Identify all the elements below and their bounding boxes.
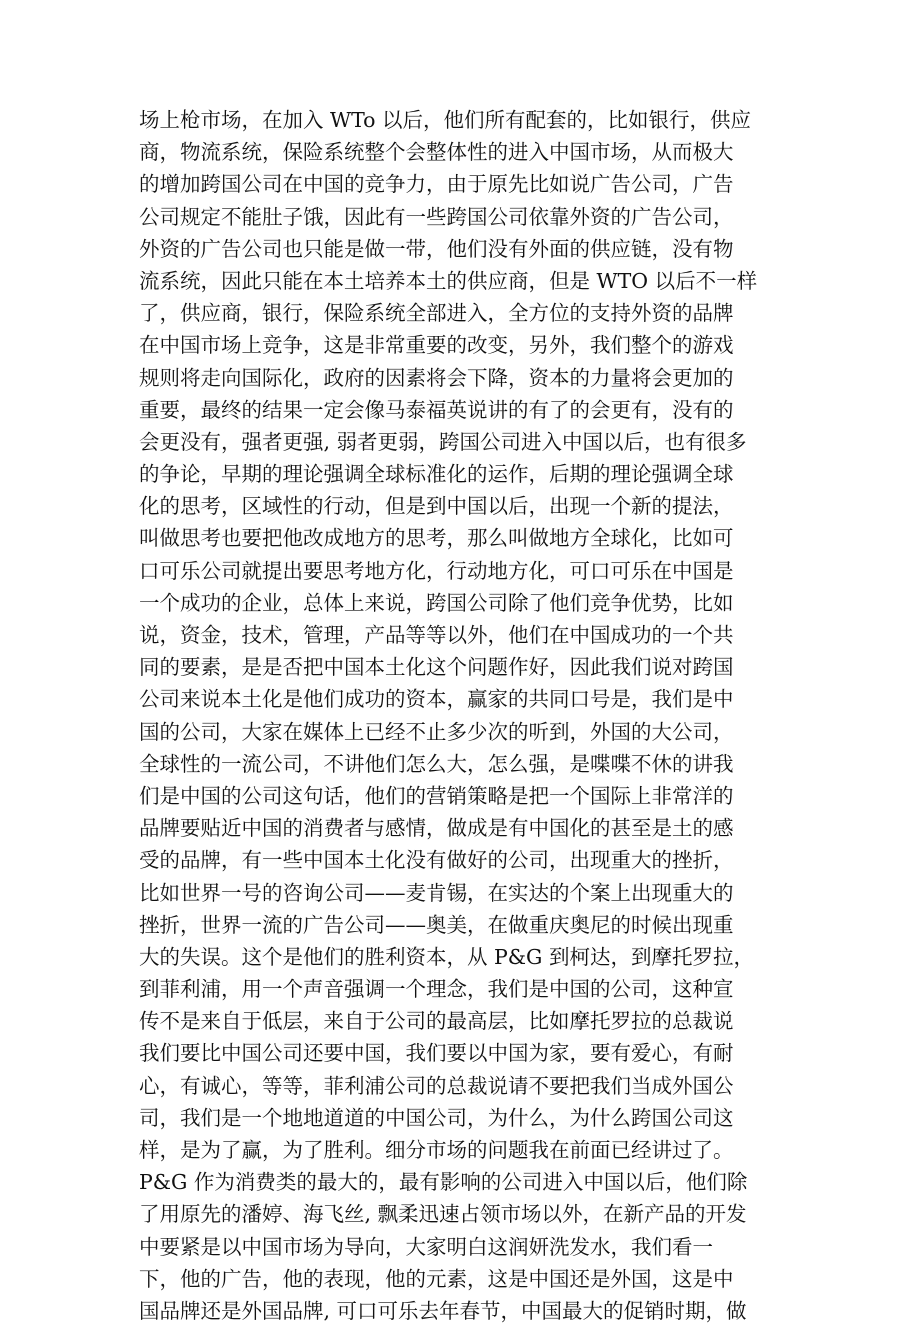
text-line: 公司规定不能肚子饿，因此有一些跨国公司依靠外资的广告公司， [139, 204, 734, 229]
text-line: 国的公司，大家在媒体上已经不止多少次的听到，外国的大公司， [139, 719, 734, 744]
text-line: 化的思考，区域性的行动，但是到中国以后，出现一个新的提法， [139, 494, 734, 519]
text-line: 商，物流系统，保险系统整个会整体性的进入中国市场，从而极大 [139, 140, 734, 165]
text-line: 传不是来自于低层，来自于公司的最高层，比如摩托罗拉的总裁说 [139, 1009, 734, 1034]
text-line: 们是中国的公司这句话，他们的营销策略是把一个国际上非常洋的 [139, 783, 734, 808]
text-line: 的增加跨国公司在中国的竞争力，由于原先比如说广告公司，广告 [139, 172, 734, 197]
text-line: 全球性的一流公司，不讲他们怎么大，怎么强，是喋喋不休的讲我 [139, 751, 734, 776]
text-line: 中要紧是以中国市场为导向，大家明白这润妍洗发水，我们看一 [139, 1234, 713, 1259]
text-line: 叫做思考也要把他改成地方的思考，那么叫做地方全球化，比如可 [139, 526, 734, 551]
text-line: 公司来说本土化是他们成功的资本，赢家的共同口号是，我们是中 [139, 687, 734, 712]
text-line: 下，他的广告，他的表现，他的元素，这是中国还是外国，这是中 [139, 1266, 734, 1291]
text-line: 挫折，世界一流的广告公司——奥美，在做重庆奥尼的时候出现重 [139, 912, 734, 937]
text-line: 样，是为了赢，为了胜利。细分市场的问题我在前面已经讲过了。 [139, 1138, 734, 1162]
text-line: 了用原先的潘婷、海飞丝, 飘柔迅速占领市场以外，在新产品的开发 [139, 1202, 747, 1227]
text-line: 在中国市场上竞争，这是非常重要的改变，另外，我们整个的游戏 [139, 333, 734, 358]
text-line: 外资的广告公司也只能是做一带，他们没有外面的供应链，没有物 [139, 236, 734, 261]
text-line: 品牌要贴近中国的消费者与感情，做成是有中国化的甚至是土的感 [139, 816, 734, 841]
body-text [139, 104, 799, 1327]
text-line: 大的失误。这个是他们的胜利资本，从 P&G 到柯达，到摩托罗拉， [139, 944, 754, 969]
text-line: 说，资金，技术，管理，产品等等以外，他们在中国成功的一个共 [139, 623, 734, 647]
text-line: 国品牌还是外国品牌, 可口可乐去年春节，中国最大的促销时期，做 [139, 1298, 747, 1323]
text-line: 口可乐公司就提出要思考地方化，行动地方化，可口可乐在中国是 [139, 558, 734, 583]
text-line: 流系统，因此只能在本土培养本土的供应商，但是 WTO 以后不一样 [139, 268, 758, 293]
text-line: 的争论，早期的理论强调全球标准化的运作，后期的理论强调全球 [139, 462, 734, 487]
text-line: P&G 作为消费类的最大的，最有影响的公司进入中国以后，他们除 [139, 1170, 748, 1195]
text-line: 心，有诚心，等等，菲利浦公司的总裁说请不要把我们当成外国公 [139, 1073, 734, 1098]
text-line: 场上枪市场，在加入 WTo 以后，他们所有配套的，比如银行，供应 [139, 108, 752, 132]
text-line: 到菲利浦，用一个声音强调一个理念，我们是中国的公司，这种宣 [139, 977, 734, 1002]
text-line: 比如世界一号的咨询公司——麦肯锡，在实达的个案上出现重大的 [139, 880, 734, 905]
text-line: 重要，最终的结果一定会像马泰福英说讲的有了的会更有，没有的 [139, 397, 734, 422]
text-line: 了，供应商，银行，保险系统全部进入，全方位的支持外资的品牌 [139, 301, 734, 326]
text-line: 一个成功的企业，总体上来说，跨国公司除了他们竞争优势，比如 [139, 590, 734, 615]
text-line: 规则将走向国际化，政府的因素将会下降，资本的力量将会更加的 [139, 365, 734, 390]
text-line: 同的要素，是是否把中国本土化这个问题作好，因此我们说对跨国 [139, 655, 734, 680]
text-line: 司，我们是一个地地道道的中国公司，为什么，为什么跨国公司这 [139, 1105, 734, 1130]
text-line: 我们要比中国公司还要中国，我们要以中国为家，要有爱心，有耐 [139, 1041, 734, 1066]
text-line: 受的品牌，有一些中国本土化没有做好的公司，出现重大的挫折， [139, 848, 734, 873]
text-line: 会更没有，强者更强, 弱者更弱，跨国公司进入中国以后，也有很多 [139, 429, 747, 454]
